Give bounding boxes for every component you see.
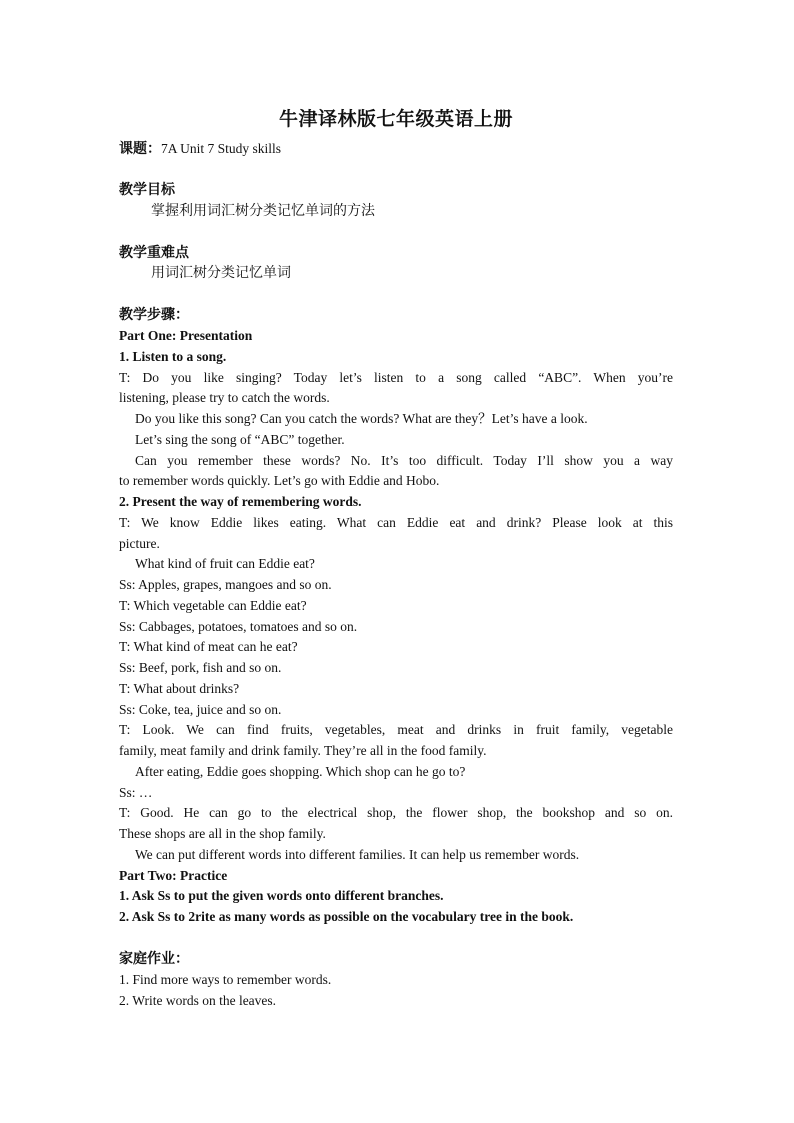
homework-heading: 家庭作业： xyxy=(119,951,189,967)
part-one-heading: Part One: Presentation xyxy=(119,328,253,343)
paragraph-line: We can put different words into different families. It can help us remember words. xyxy=(135,847,580,862)
difficulty-heading: 教学重难点 xyxy=(119,245,189,261)
practice-item: 2. Ask Ss to 2rite as many words as possible on the vocabulary tree in the book. xyxy=(119,909,574,924)
paragraph-line: Ss: … xyxy=(119,785,153,800)
paragraph-line: listening, please try to catch the words. xyxy=(119,390,330,405)
paragraph-line: After eating, Eddie goes shopping. Which shop can he go to? xyxy=(135,764,466,779)
objective-text: 掌握利用词汇树分类记忆单词的方法 xyxy=(151,203,375,219)
paragraph-line: Ss: Coke, tea, juice and so on. xyxy=(119,702,282,717)
paragraph-line: T: We know Eddie likes eating. What can Eddie eat and drink? Please look at this xyxy=(119,515,673,530)
paragraph-line: T: Do you like singing? Today let’s listen to a song called “ABC”. When you’re xyxy=(119,370,673,385)
step2-heading: 2. Present the way of remembering words. xyxy=(119,494,362,509)
objective-heading: 教学目标 xyxy=(119,182,175,198)
homework-item: 2. Write words on the leaves. xyxy=(119,993,277,1008)
topic-label: 课题： xyxy=(119,141,161,157)
paragraph-line: T: What kind of meat can he eat? xyxy=(119,639,298,654)
paragraph-line: T: What about drinks? xyxy=(119,681,240,696)
paragraph-line: T: Good. He can go to the electrical shop, the flower shop, the bookshop and so on. xyxy=(119,805,673,820)
paragraph-line: Can you remember these words? No. It’s too difficult. Today I’ll show you a way xyxy=(135,453,673,468)
paragraph-line: T: Which vegetable can Eddie eat? xyxy=(119,598,307,613)
paragraph-line: What kind of fruit can Eddie eat? xyxy=(135,556,315,571)
paragraph-line: Ss: Cabbages, potatoes, tomatoes and so on. xyxy=(119,619,358,634)
step1-heading: 1. Listen to a song. xyxy=(119,349,227,364)
paragraph-line: Ss: Beef, pork, fish and so on. xyxy=(119,660,282,675)
difficulty-text: 用词汇树分类记忆单词 xyxy=(151,265,291,281)
homework-item: 1. Find more ways to remember words. xyxy=(119,972,332,987)
paragraph-line: Do you like this song? Can you catch the words? What are they？Let’s have a look. xyxy=(135,411,588,426)
topic-value: 7A Unit 7 Study skills xyxy=(161,141,282,156)
paragraph-line: to remember words quickly. Let’s go with Eddie and Hobo. xyxy=(119,473,440,488)
paragraph-line: Let’s sing the song of “ABC” together. xyxy=(135,432,345,447)
paragraph-line: T: Look. We can find fruits, vegetables, meat and drinks in fruit family, vegetable xyxy=(119,722,673,737)
topic-line xyxy=(119,139,281,160)
paragraph-line: These shops are all in the shop family. xyxy=(119,826,326,841)
paragraph-line: picture. xyxy=(119,536,160,551)
steps-heading: 教学步骤： xyxy=(119,307,189,323)
practice-item: 1. Ask Ss to put the given words onto different branches. xyxy=(119,888,444,903)
paragraph-line: Ss: Apples, grapes, mangoes and so on. xyxy=(119,577,332,592)
page-title: 牛津译林版七年级英语上册 xyxy=(278,108,513,130)
paragraph-line: family, meat family and drink family. They’re all in the food family. xyxy=(119,743,487,758)
part-two-heading: Part Two: Practice xyxy=(119,868,228,883)
